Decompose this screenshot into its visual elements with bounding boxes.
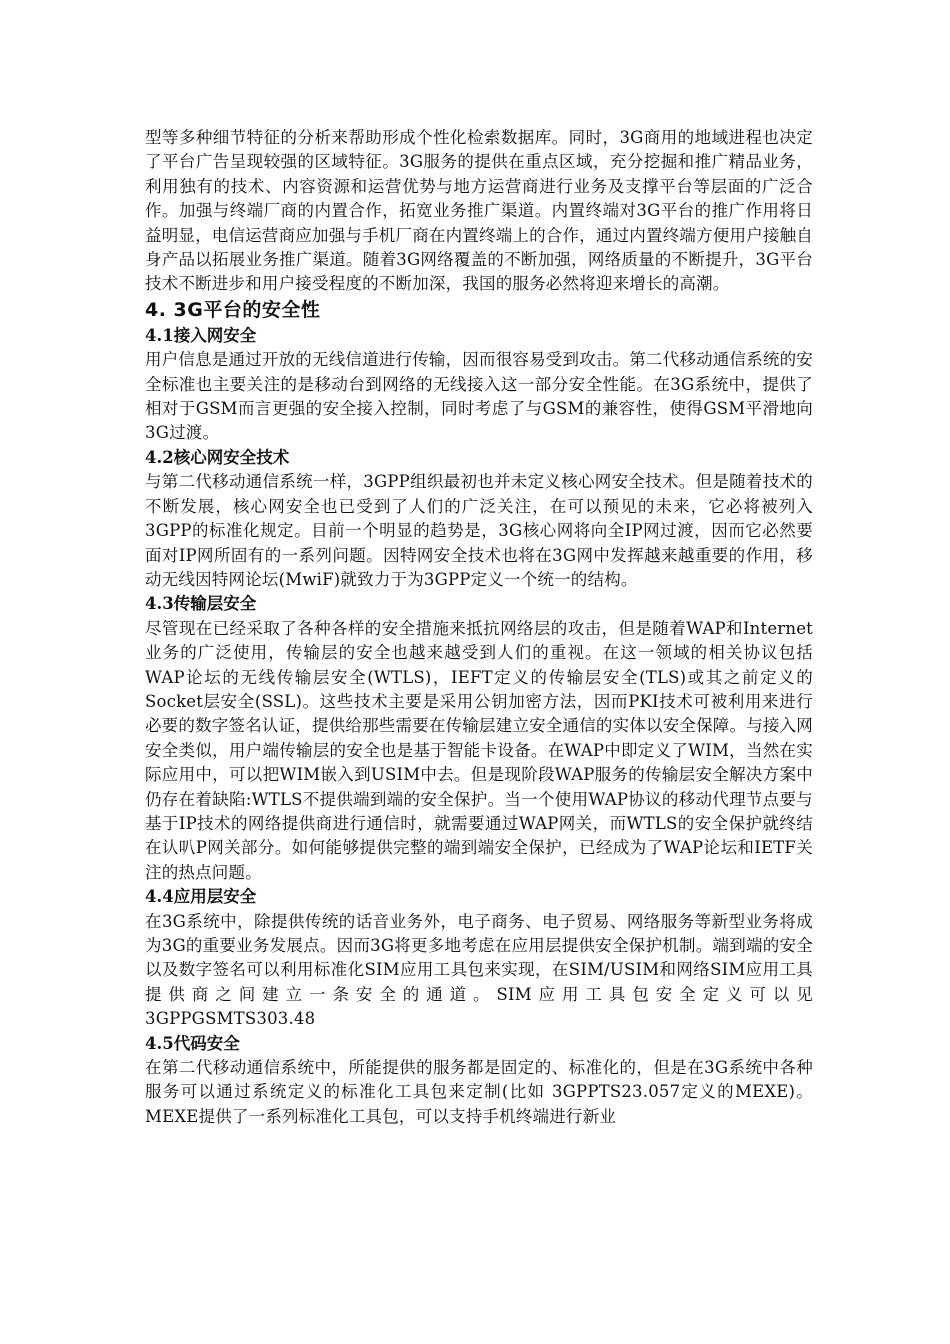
paragraph-application-layer: 在3G系统中，除提供传统的话音业务外，电子商务、电子贸易、网络服务等新型业务将成为3G的重要业务发展点。因而3G将更多地考虑在应用层提供安全保护机制。端到端的安全以及数字签名可以利用标准化SIM应用工具包来实现，在SIM/USIM和网络SIM应用工具提供商之间建立一条安全的通道。SIM应用工具包安全定义可以见 3GPPGSMTS303.48 bbox=[145, 911, 830, 1029]
intro-paragraph: 型等多种细节特征的分析来帮助形成个性化检索数据库。同时，3G商用的地域进程也决定了平台广告呈现较强的区域特征。3G服务的提供在重点区域，充分挖掘和推广精品业务，利用独有的技术、内容资源和运营优势与地方运营商进行业务及支撑平台等层面的广泛合作。加强与终端厂商的内置合作，拓宽业务推广渠道。内置终端对3G平台的推广作用将日益明显，电信运营商应加强与手机厂商在内置终端上的合作，通过内置终端方便用户接触自身产品以拓展业务推广渠道。随着3G网络覆盖的不断加强，网络质量的不断提升，3G平台技术不断进步和用户接受程度的不断加深，我国的服务必然将迎来增长的高潮。 bbox=[145, 128, 813, 294]
paragraph-transport-layer: 尽管现在已经采取了各种各样的安全措施来抵抗网络层的攻击，但是随着WAP和Internet业务的广泛使用，传输层的安全也越来越受到人们的重视。在这一领域的相关协议包括WAP论坛的无线传输层安全(WTLS)，IEFT定义的传输层安全(TLS)或其之前定义的Socket层安全(SSL)。这些技术主要是采用公钥加密方法，因而PKI技术可被利用来进行必要的数字签名认证，提供给那些需要在传输层建立安全通信的实体以安全保障。与接入网安全类似，用户端传输层的安全也是基于智能卡设备。在WAP中即定义了WIM，当然在实际应用中，可以把WIM嵌入到USIM中去。但是现阶段WAP服务的传输层安全解决方案中仍存在着缺陷:WTLS不提供端到端的安全保护。当一个使用WAP协议的移动代理节点要与基于IP技术的网络提供商进行通信时，就需要通过WAP网关，而WTLS的安全保护就终结在认叭P网关部分。如何能够提供完整的端到端安全保护，已经成为了WAP论坛和IETF关注的热点问题。 bbox=[145, 618, 813, 882]
subsection-title-application-layer: 4.4应用层安全 bbox=[145, 887, 257, 907]
paragraph-core-network: 与第二代移动通信系统一样，3GPP组织最初也并未定义核心网安全技术。但是随着技术的不断发展，核心网安全也已受到了人们的广泛关注，在可以预见的未来，它必将被列入3GPP的标准化规定。目前一个明显的趋势是，3G核心网将向全IP网过渡，因而它必然要面对IP网所固有的一系列问题。因特网安全技术也将在3G网中发挥越来越重要的作用，移动无线因特网论坛(MwiF)就致力于为3GPP定义一个统一的结构。 bbox=[145, 472, 813, 589]
subsection-title-code-security: 4.5代码安全 bbox=[145, 1033, 240, 1053]
subsection-title-core-network: 4.2核心网安全技术 bbox=[145, 447, 290, 467]
subsection-title-access-network: 4.1接入网安全 bbox=[145, 325, 257, 345]
subsection-title-transport-layer: 4.3传输层安全 bbox=[145, 594, 257, 614]
paragraph-access-network: 用户信息是通过开放的无线信道进行传输，因而很容易受到攻击。第二代移动通信系统的安全标准也主要关注的是移动台到网络的无线接入这一部分安全性能。在3G系统中，提供了相对于GSM而言更强的安全接入控制，同时考虑了与GSM的兼容性，使得GSM平滑地向3G过渡。 bbox=[145, 350, 813, 443]
document-page bbox=[145, 126, 830, 1129]
section-heading: 4. 3G平台的安全性 bbox=[145, 298, 321, 321]
paragraph-code-security: 在第二代移动通信系统中，所能提供的服务都是固定的、标准化的，但是在3G系统中各种服务可以通过系统定义的标准化工具包来定制(比如 3GPPTS23.057定义的MEXE)。MEXE提供了一系列标准化工具包，可以支持手机终端进行新业 bbox=[145, 1058, 813, 1126]
